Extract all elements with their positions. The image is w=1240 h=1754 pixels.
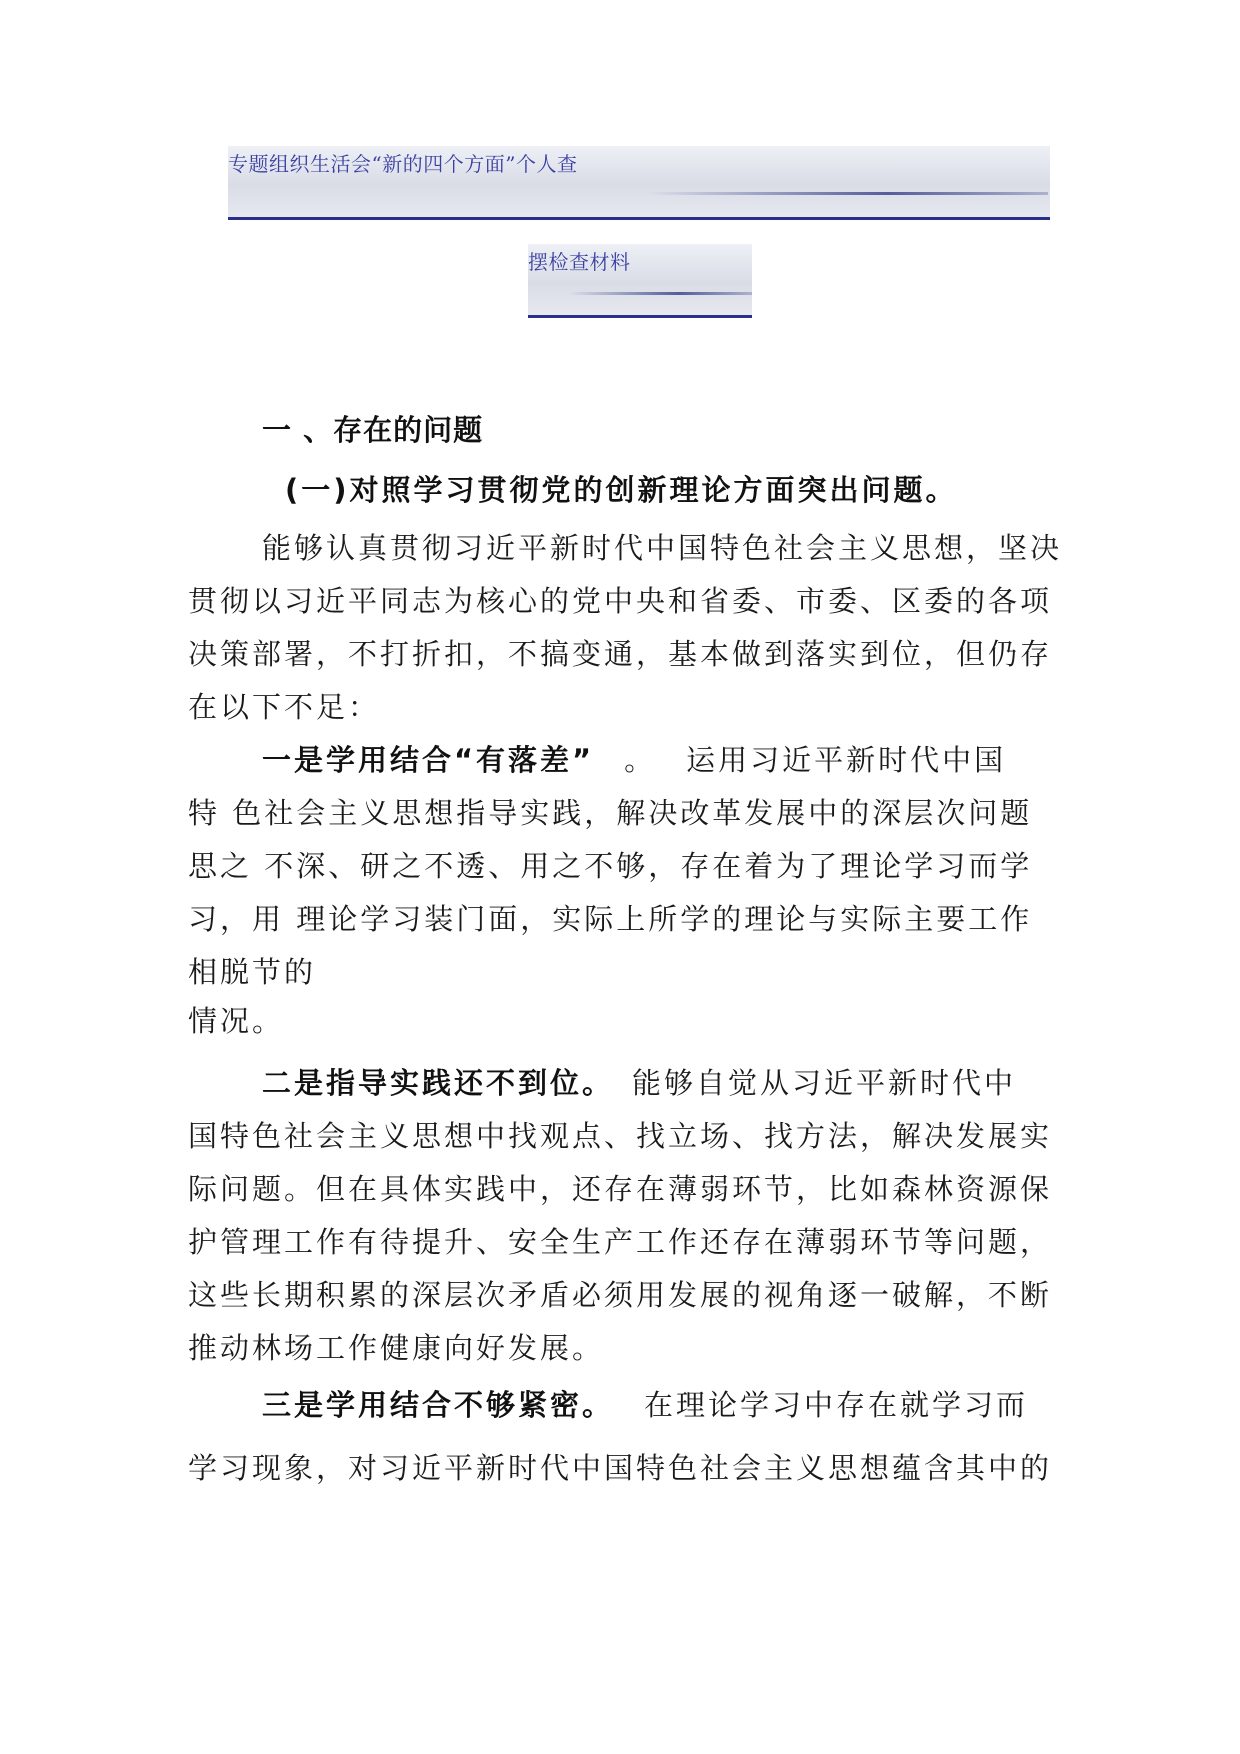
banner-streak <box>648 192 1048 195</box>
title-banner-1 <box>228 146 1050 220</box>
section-heading: 一 、存在的问题 <box>262 413 484 447</box>
paragraph-line: 推动林场工作健康向好发展。 <box>188 1331 605 1365</box>
paragraph-line: 习，用 理论学习装门面，实际上所学的理论与实际主要工作 <box>188 902 1033 936</box>
paragraph-line: 情况。 <box>188 1004 285 1038</box>
paragraph-line: 护管理工作有待提升、安全生产工作还存在薄弱环节等问题， <box>188 1225 1053 1259</box>
paragraph-line: 特 色社会主义思想指导实践，解决改革发展中的深层次问题 <box>188 796 1033 830</box>
paragraph-line: 国特色社会主义思想中找观点、找立场、找方法，解决发展实 <box>188 1119 1053 1153</box>
paragraph-line: 相脱节的 <box>188 955 317 989</box>
paragraph-line: 贯彻以习近平同志为核心的党中央和省委、市委、区委的各项 <box>188 584 1053 618</box>
paragraph-line: 这些长期积累的深层次矛盾必须用发展的视角逐一破解，不断 <box>188 1278 1053 1312</box>
title-line-1: 专题组织生活会“新的四个方面”个人查 <box>228 152 578 176</box>
title-line-2: 摆检查材料 <box>528 250 631 274</box>
point-text: 运用习近平新时代中国 <box>686 743 1007 777</box>
point-text: 在理论学习中存在就学习而 <box>644 1388 1029 1422</box>
paragraph-line: 决策部署，不打折扣，不搞变通，基本做到落实到位，但仍存 <box>188 637 1053 671</box>
paragraph-line <box>262 1065 1016 1101</box>
paragraph-line: 思之 不深、研之不透、用之不够，存在着为了理论学习而学 <box>188 849 1033 883</box>
point-lead: 三是学用结合不够紧密。 <box>262 1388 615 1422</box>
paragraph-line: 学习现象，对习近平新时代中国特色社会主义思想蕴含其中的 <box>188 1451 1053 1485</box>
paragraph-line <box>262 742 1006 778</box>
paragraph-line: 在以下不足： <box>188 690 381 724</box>
paragraph-line <box>262 1387 1028 1423</box>
banner-streak <box>568 292 752 295</box>
paragraph-line: 能够认真贯彻习近平新时代中国特色社会主义思想，坚决 <box>262 531 1063 565</box>
subsection-heading: (一)对照学习贯彻党的创新理论方面突出问题。 <box>285 473 958 507</box>
paragraph-line: 际问题。但在具体实践中，还存在薄弱环节，比如森林资源保 <box>188 1172 1053 1206</box>
point-text: 能够自觉从习近平新时代中 <box>632 1066 1017 1100</box>
title-banner-2 <box>528 244 752 318</box>
point-lead: 一是学用结合“有落差” <box>262 743 595 777</box>
point-punct: 。 <box>624 743 657 777</box>
point-lead: 二是指导实践还不到位。 <box>262 1066 615 1100</box>
